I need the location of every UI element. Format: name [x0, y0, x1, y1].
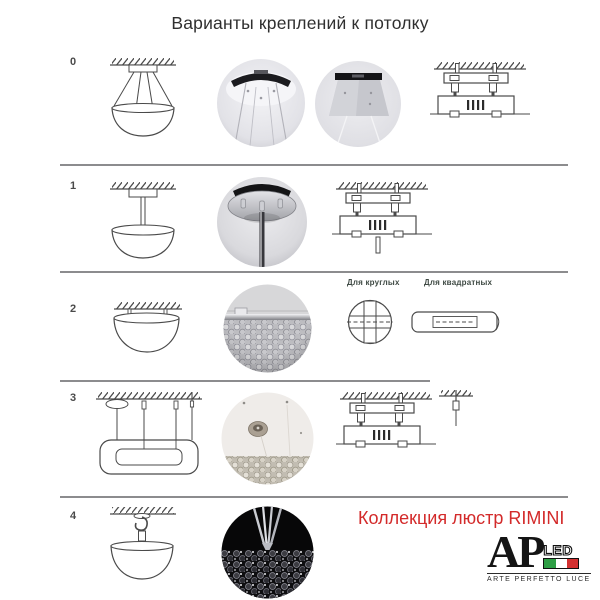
ceiling-wires-photo [221, 392, 314, 485]
square-canopy-photo [314, 60, 402, 148]
ceiling-bracket-diagram [336, 392, 436, 454]
apl-logo [487, 526, 591, 583]
flush-mount-diagram [104, 302, 189, 360]
row-separator [60, 496, 568, 498]
ceiling-bracket-rod-diagram [332, 182, 432, 260]
page-title: Варианты креплений к потолку [171, 13, 429, 33]
row-separator [60, 380, 430, 382]
fork-hanger-photo [221, 506, 314, 599]
rod-pendant-diagram [98, 182, 188, 260]
label-for-square: Для квадратных [424, 278, 493, 287]
row-number-0: 0 [70, 56, 77, 68]
collection-title: Коллекция люстр RIMINI [358, 508, 565, 528]
row-number-1: 1 [70, 180, 77, 192]
row-number-2: 2 [70, 303, 77, 315]
square-plate-diagram [410, 308, 504, 340]
round-canopy-photo [216, 58, 306, 148]
cable-pendant-diagram [98, 58, 188, 138]
hook-pendant-diagram [102, 505, 186, 585]
logo-ap-monogram: AP [487, 526, 543, 577]
round-plate-diagram [344, 296, 396, 348]
anchor-hook-diagram [437, 390, 475, 436]
row-number-3: 3 [70, 392, 77, 404]
row-separator [60, 164, 568, 166]
crystal-rim-photo [223, 284, 312, 373]
logo-led-text: LED [543, 541, 573, 558]
italy-flag-icon [543, 558, 579, 569]
row-separator [60, 271, 568, 273]
ceiling-bracket-diagram [430, 62, 530, 124]
row-number-4: 4 [70, 510, 77, 522]
label-for-round: Для круглых [347, 278, 400, 287]
round-chrome-canopy-photo [216, 176, 308, 268]
rect-chandelier-cable-diagram [90, 392, 208, 484]
logo-tagline: ARTE PERFETTO LUCE [487, 573, 591, 583]
